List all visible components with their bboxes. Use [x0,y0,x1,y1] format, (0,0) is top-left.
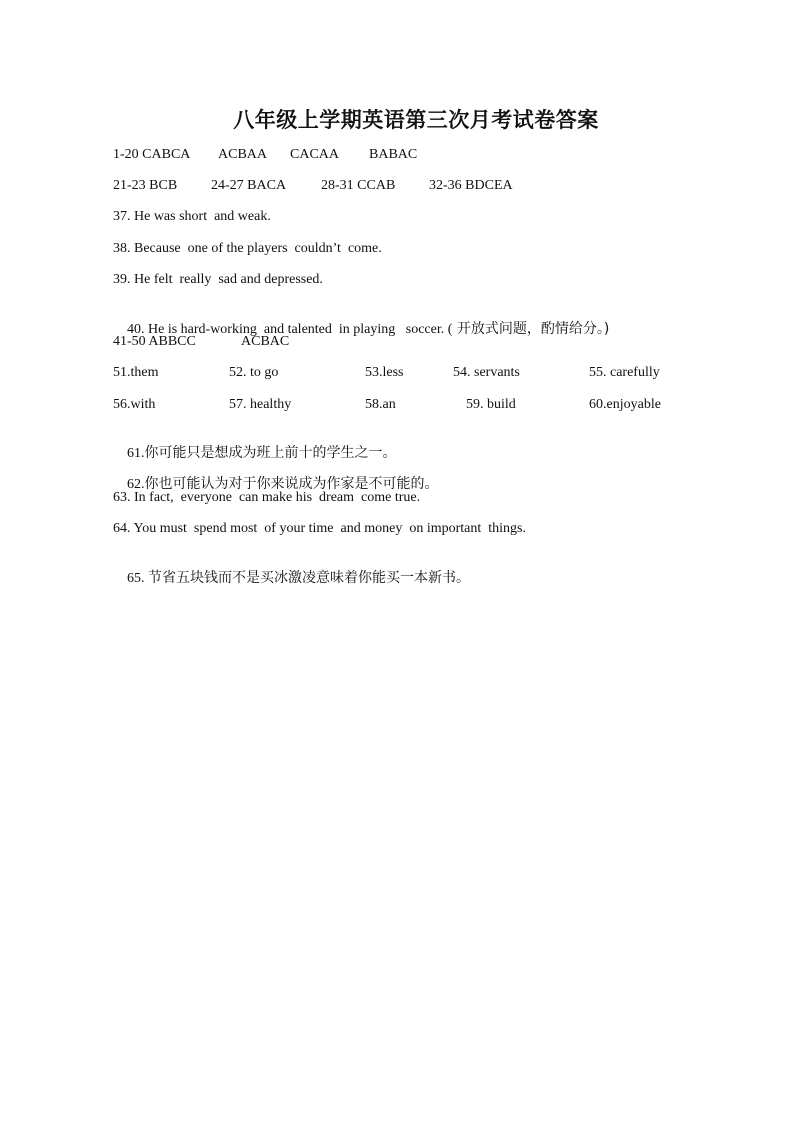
answer-57: 57. healthy [229,397,292,412]
answer-52: 52. to go [229,365,279,380]
answer-59: 59. build [466,397,516,412]
answer-62-translation: 你也可能认为对于你来说成为作家是不可能的。 [144,476,439,492]
answer-62-number: 62. [127,477,145,492]
answers-32-36: 32-36 BDCEA [429,178,513,193]
answers-11-15: CACAA [290,147,340,162]
answer-53: 53.less [365,365,404,380]
answer-65-number: 65. [127,571,148,586]
answer-40-english: 40. He is hard-working and talented in playing soccer. ( [127,322,453,337]
answer-58: 58.an [365,397,396,412]
answer-55: 55. carefully [589,365,660,380]
answer-64: 64. You must spend most of your time and money on important things. [113,521,526,536]
answer-60: 60.enjoyable [589,397,661,412]
answer-56: 56.with [113,397,156,412]
answers-21-23: 21-23 BCB [113,178,178,193]
answer-37: 37. He was short and weak. [113,209,271,224]
answer-65 [113,551,470,606]
answers-41-45: 41-50 ABBCC [113,334,196,349]
answers-1-5: 1-20 CABCA [113,147,191,162]
answer-61-number: 61. [127,446,145,461]
page-title: 八年级上学期英语第三次月考试卷答案 [233,108,599,132]
answers-46-50: ACBAC [241,334,290,349]
answers-6-10: ACBAA [218,147,268,162]
answer-65-translation: 节省五块钱而不是买冰激凌意味着你能买一本新书。 [148,570,470,586]
answer-51: 51.them [113,365,159,380]
answer-38: 38. Because one of the players couldn’t come. [113,241,382,256]
answer-39: 39. He felt really sad and depressed. [113,272,323,287]
answer-61-translation: 你可能只是想成为班上前十的学生之一。 [144,445,397,461]
answer-40-note: 开放式问题，酌情给分。) [452,321,610,337]
answers-24-27: 24-27 BACA [211,178,287,193]
answers-16-20: BABAC [369,147,418,162]
answer-63: 63. In fact, everyone can make his dream come true. [113,490,421,505]
answer-54: 54. servants [453,365,520,380]
answers-28-31: 28-31 CCAB [321,178,396,193]
